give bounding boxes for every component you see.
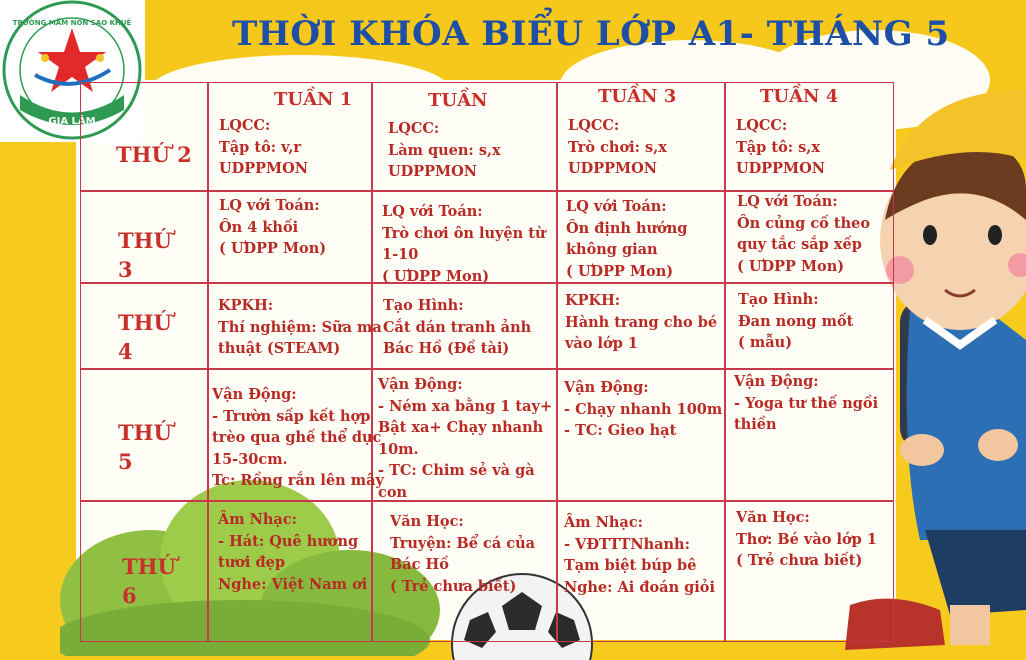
schedule-cell: Vận Động: - Ném xa bằng 1 tay+ Bật xa+ Chạy nhanh 10m. - TC: Chim sẻ và gà con	[378, 376, 553, 501]
page-title: THỜI KHÓA BIỂU LỚP A1- THÁNG 5	[232, 14, 950, 54]
logo-location: GIA LÂM	[48, 116, 96, 127]
column-divider	[371, 82, 373, 642]
day-label-thu-2: THỨ 2	[116, 142, 192, 167]
schedule-cell: LQCC: Làm quen: s,x UDPPMON	[388, 120, 501, 180]
column-divider	[556, 82, 558, 642]
day-label-thu-4: THỨ 4	[118, 310, 172, 364]
day-label-thu-6: THỨ 6	[122, 554, 176, 608]
column-divider	[207, 82, 209, 642]
schedule-cell: LQCC: Trò chơi: s,x UDPPMON	[568, 117, 667, 177]
schedule-cell: KPKH: Hành trang cho bé vào lớp 1	[565, 292, 718, 352]
week-header-2: TUẦN	[428, 90, 488, 111]
schedule-cell: KPKH: Thí nghiệm: Sữa ma thuật (STEAM)	[218, 297, 382, 357]
week-header-3: TUẦN 3	[598, 86, 677, 107]
schedule-cell: LQ với Toán: Ôn định hướng không gian ( ƯDPP Mon)	[566, 198, 688, 280]
schedule-cell: LQ với Toán: Ôn 4 khối ( ƯDPP Mon)	[219, 197, 327, 257]
schedule-cell: LQ với Toán: Ôn củng cố theo quy tắc sắp xếp ( ƯDPP Mon)	[737, 193, 871, 275]
week-header-1: TUẦN 1	[274, 89, 353, 110]
schedule-cell: Vận Động: - Trườn sấp kết hợp trèo qua ghế thể dục 15-30cm. Tc: Rồng rắn lên mây	[212, 386, 384, 489]
column-divider	[724, 82, 726, 642]
schedule-cell: LQCC: Tập tô: v,r UDPPMON	[219, 117, 308, 177]
day-label-thu-3: THỨ 3	[118, 228, 172, 282]
schedule-cell: Vận Động: - Chạy nhanh 100m - TC: Gieo hạt	[564, 379, 723, 439]
schedule-cell: LQCC: Tập tô: s,x UDPPMON	[736, 117, 825, 177]
day-label-thu-5: THỨ 5	[118, 420, 172, 474]
schedule-cell: Tạo Hình: Đan nong mốt ( mẫu)	[738, 291, 854, 351]
schedule-cell: Vận Động: - Yoga tư thế ngồi thiền	[734, 373, 879, 433]
row-divider	[80, 368, 894, 370]
schedule-cell: Âm Nhạc: - Hát: Quê hương tươi đẹp Nghe: Việt Nam ơi	[218, 511, 368, 593]
logo-school-name: TRƯỜNG MẦM NON SAO KHUÊ	[12, 19, 132, 27]
schedule-cell: Văn Học: Thơ: Bé vào lớp 1 ( Trẻ chưa biết)	[736, 509, 877, 569]
schedule-cell: Âm Nhạc: - VĐTTTNhanh: Tạm biệt búp bê Nghe: Ai đoán giỏi	[564, 514, 715, 596]
schedule-cell: Tạo Hình: Cắt dán tranh ảnh Bác Hồ (Đề tài)	[383, 297, 532, 357]
schedule-cell: LQ với Toán: Trò chơi ôn luyện từ 1-10 ( ƯDPP Mon)	[382, 203, 546, 285]
schedule-cell: Văn Học: Truyện: Bể cá của Bác Hồ ( Trẻ chưa biết)	[390, 513, 536, 595]
week-header-4: TUẦN 4	[760, 86, 839, 107]
